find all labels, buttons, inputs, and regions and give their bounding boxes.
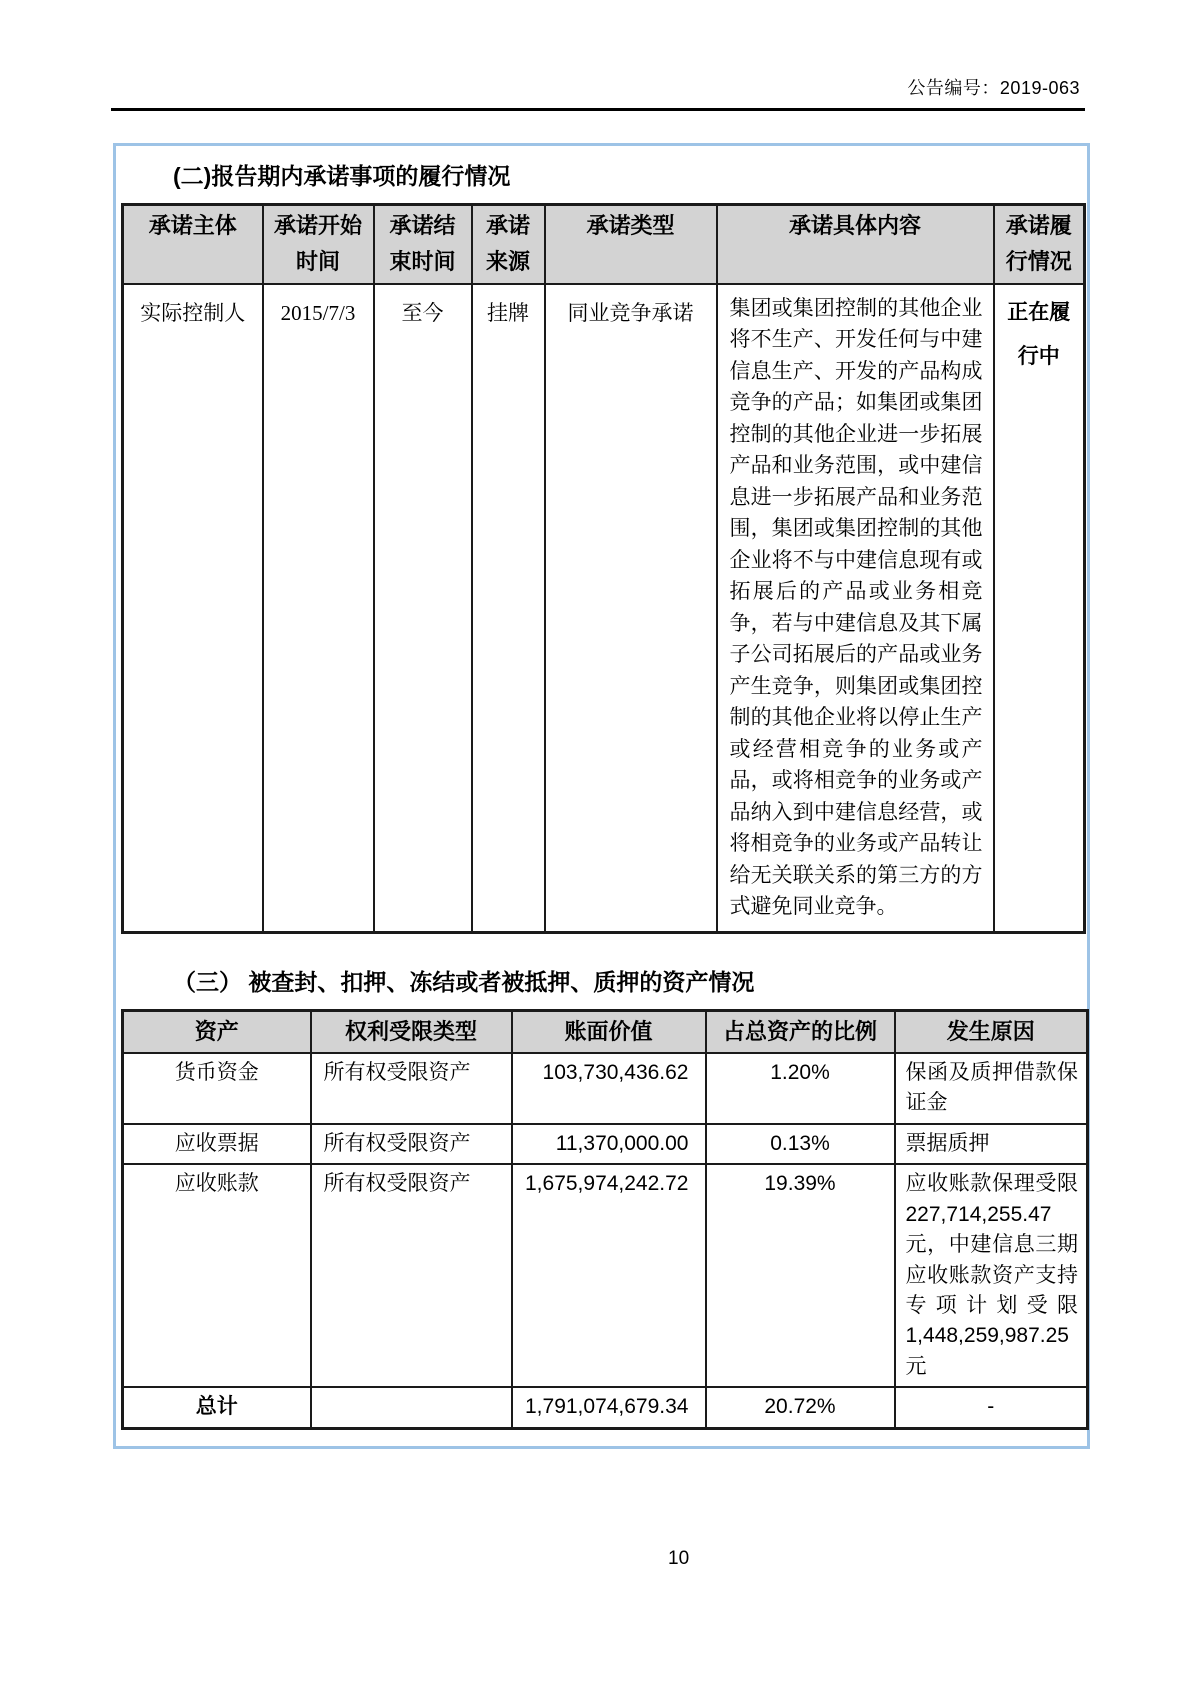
col-header-end: 承诺结束时间: [374, 205, 472, 284]
cell-restriction: 所有权受限资产: [311, 1053, 512, 1124]
asset-row-notes-receivable: [123, 1124, 1088, 1164]
cell-type: 同业竞争承诺: [545, 284, 717, 933]
cell-restriction: 所有权受限资产: [311, 1164, 512, 1387]
header-rule: [111, 108, 1085, 111]
cell-asset: 货币资金: [123, 1053, 311, 1124]
assets-table: [121, 1009, 1089, 1430]
asset-row-cash: [123, 1053, 1088, 1124]
cell-asset: 总计: [123, 1387, 311, 1428]
asset-row-total: [123, 1387, 1088, 1428]
cell-end-date: 至今: [374, 284, 472, 933]
cell-restriction: [311, 1387, 512, 1428]
col-header-subject: 承诺主体: [123, 205, 263, 284]
cell-asset: 应收票据: [123, 1124, 311, 1164]
cell-source: 挂牌: [472, 284, 545, 933]
cell-pct: 0.13%: [706, 1124, 895, 1164]
announcement-number: 公告编号：2019-063: [907, 78, 1080, 98]
cell-reason: 票据质押: [895, 1124, 1088, 1164]
col-header-source: 承诺来源: [472, 205, 545, 284]
cell-asset: 应收账款: [123, 1164, 311, 1387]
cell-pct: 1.20%: [706, 1053, 895, 1124]
commitments-header-row: [123, 205, 1085, 284]
cell-reason: 应收账款保理受限 227,714,255.47 元，中建信息三期应收账款资产支持专项计划受限 1,448,259,987.25 元: [895, 1164, 1088, 1387]
content-panel: [113, 143, 1090, 1449]
cell-subject: 实际控制人: [123, 284, 263, 933]
assets-header-row: [123, 1010, 1088, 1053]
cell-pct: 20.72%: [706, 1387, 895, 1428]
cell-pct: 19.39%: [706, 1164, 895, 1387]
cell-reason: 保函及质押借款保证金: [895, 1053, 1088, 1124]
col-header-book-value: 账面价值: [512, 1010, 706, 1053]
cell-book-value: 1,675,974,242.72: [512, 1164, 706, 1387]
asset-row-accounts-receivable: [123, 1164, 1088, 1387]
cell-content: 集团或集团控制的其他企业将不生产、开发任何与中建信息生产、开发的产品构成竞争的产品；如集团或集团控制的其他企业进一步拓展产品和业务范围，或中建信息进一步拓展产品和业务范围，集团或集团控制的其他企业将不与中建信息现有或拓展后的产品或业务相竞争，若与中建信息及其下属子公司拓展后的产品或业务产生竞争，则集团或集团控制的其他企业将以停止生产或经营相竞争的业务或产品，或将相竞争的业务或产品纳入到中建信息经营，或将相竞争的业务或产品转让给无关联关系的第三方的方式避免同业竞争。: [717, 284, 994, 933]
cell-status: 正在履行中: [994, 284, 1085, 933]
col-header-pct: 占总资产的比例: [706, 1010, 895, 1053]
cell-book-value: 1,791,074,679.34: [512, 1387, 706, 1428]
commitments-table: [121, 203, 1086, 934]
col-header-status: 承诺履行情况: [994, 205, 1085, 284]
col-header-type: 承诺类型: [545, 205, 717, 284]
col-header-reason: 发生原因: [895, 1010, 1088, 1053]
col-header-start: 承诺开始时间: [263, 205, 374, 284]
page-number: 10: [668, 1548, 690, 1569]
cell-book-value: 11,370,000.00: [512, 1124, 706, 1164]
cell-book-value: 103,730,436.62: [512, 1053, 706, 1124]
section-title-commitments: (二)报告期内承诺事项的履行情况: [173, 163, 511, 189]
col-header-asset: 资产: [123, 1010, 311, 1053]
commitments-row: [123, 284, 1085, 933]
cell-reason: -: [895, 1387, 1088, 1428]
cell-start-date: 2015/7/3: [263, 284, 374, 933]
section-title-assets: （三） 被查封、扣押、冻结或者被抵押、质押的资产情况: [173, 968, 755, 995]
col-header-content: 承诺具体内容: [717, 205, 994, 284]
cell-restriction: 所有权受限资产: [311, 1124, 512, 1164]
col-header-restriction: 权利受限类型: [311, 1010, 512, 1053]
